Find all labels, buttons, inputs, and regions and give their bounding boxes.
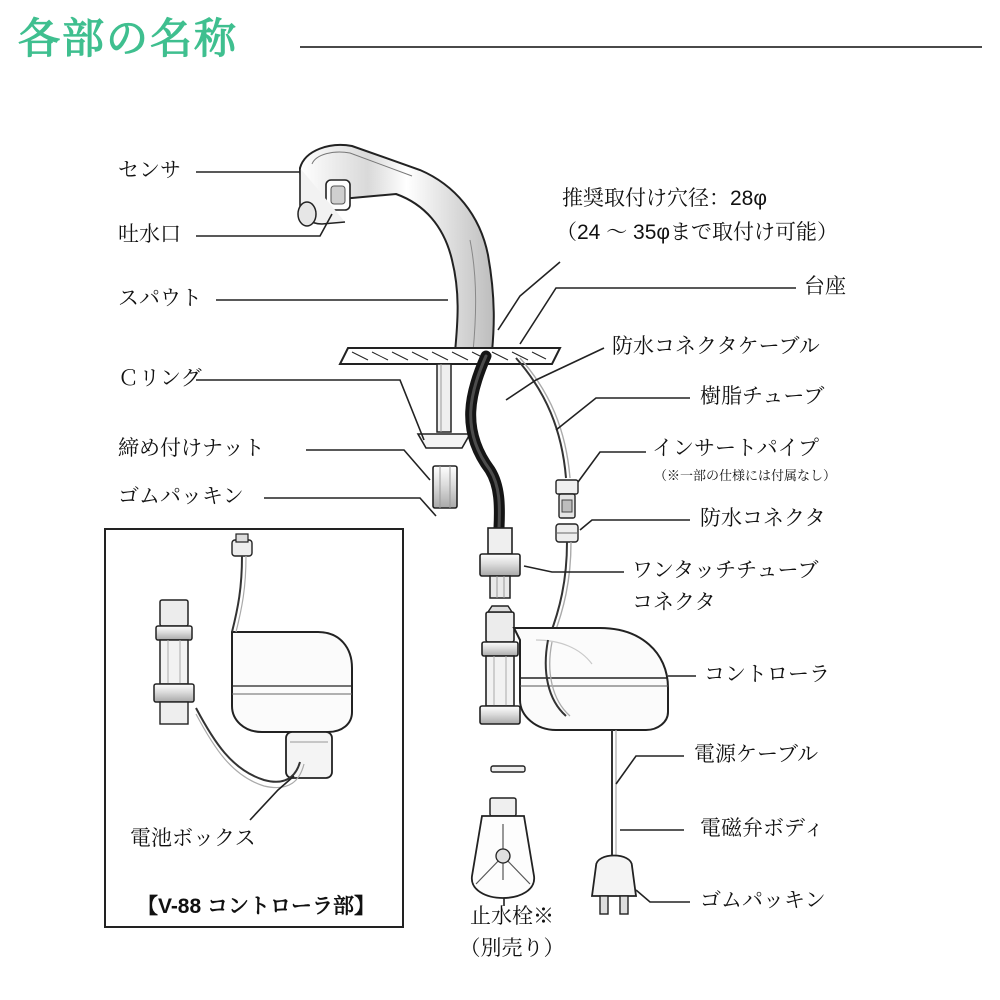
label-stop-valve-line2: （別売り）: [459, 937, 565, 960]
leader-one-touch-tube-connector: [524, 566, 624, 572]
leader-spout-outlet: [196, 214, 332, 236]
leader-lock-nut: [306, 450, 430, 480]
title-divider: [300, 46, 982, 48]
label-controller: コントローラ: [704, 663, 830, 686]
one-touch-tube-connector-part: [480, 528, 520, 598]
label-insert-pipe: インサートパイプ: [652, 437, 819, 460]
leader-insert-pipe: [578, 452, 646, 482]
label-base: 台座: [804, 275, 846, 298]
insert-pipe-part: [556, 480, 578, 518]
leader-waterproof-connector: [580, 520, 690, 530]
leader-c-ring: [196, 380, 424, 440]
faucet-spout: [298, 145, 494, 352]
label-sensor: センサ: [118, 159, 181, 182]
mounting-hardware: [418, 364, 470, 508]
label-one-touch-tube-connector-line2: コネクタ: [632, 591, 716, 614]
label-waterproof-connector-cable: 防水コネクタケーブル: [612, 335, 820, 358]
label-battery-box: 電池ボックス: [130, 827, 256, 850]
leader-rubber-packing-bottom: [636, 890, 690, 902]
waterproof-connector-cable-hose: [471, 356, 500, 528]
inset-panel: [104, 528, 404, 928]
label-hole-diameter-line2: （24 ～ 35φまで取付け可能）: [556, 221, 839, 244]
controller-assembly: [480, 606, 668, 914]
label-insert-pipe-note: （※一部の仕様には付属なし）: [654, 468, 837, 483]
leader-rubber-packing-top: [264, 498, 436, 516]
label-rubber-packing-bottom: ゴムパッキン: [700, 889, 826, 912]
label-solenoid-valve-body: 電磁弁ボディ: [700, 817, 825, 840]
inset-caption: 【V-88 コントローラ部】: [136, 895, 376, 918]
label-resin-tube: 樹脂チューブ: [700, 385, 825, 408]
label-stop-valve-line1: 止水栓※: [470, 905, 554, 928]
leader-power-cable: [616, 756, 684, 784]
label-spout-outlet: 吐水口: [118, 223, 181, 246]
label-c-ring: Ｃリング: [118, 367, 202, 390]
leader-waterproof-connector-cable: [506, 348, 604, 400]
waterproof-connector-part: [548, 524, 578, 640]
leader-hole-diameter: [498, 262, 560, 330]
label-one-touch-tube-connector-line1: ワンタッチチューブ: [632, 559, 819, 582]
stop-valve-part: [472, 766, 534, 898]
resin-tube-path: [516, 358, 570, 478]
label-rubber-packing-top: ゴムパッキン: [118, 485, 244, 508]
label-lock-nut: 締め付けナット: [118, 437, 265, 460]
label-waterproof-connector: 防水コネクタ: [700, 507, 826, 530]
label-hole-diameter-line1: 推奨取付け穴径：28φ: [562, 187, 767, 210]
leader-resin-tube: [556, 398, 690, 430]
page-title: 各部の名称: [18, 15, 239, 62]
counter-deck: [340, 348, 560, 364]
label-power-cable: 電源ケーブル: [694, 743, 819, 766]
label-spout: スパウト: [118, 287, 202, 310]
